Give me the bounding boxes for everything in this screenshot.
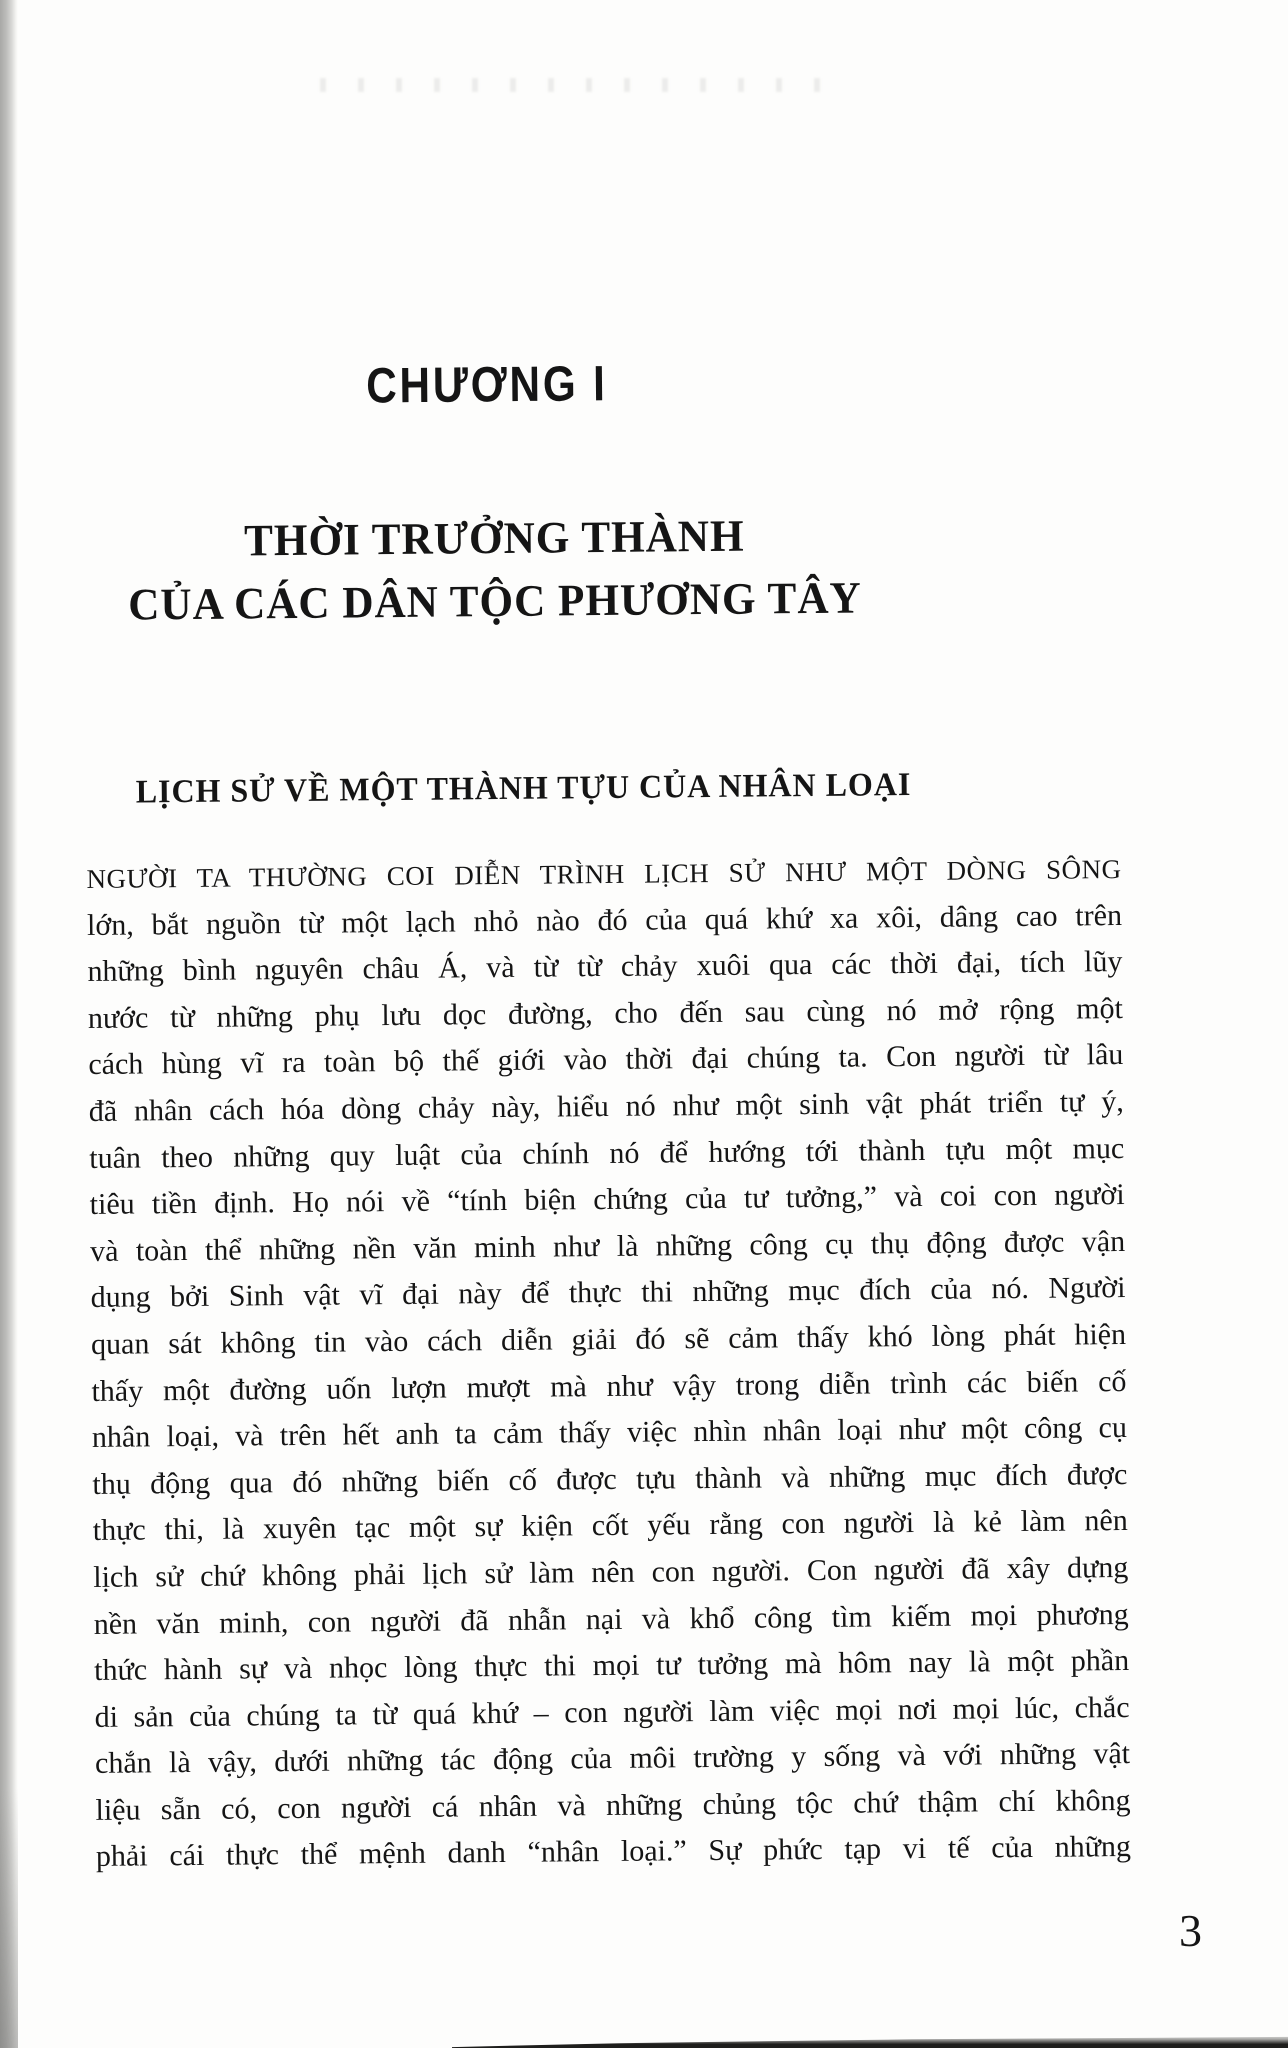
body-text-line: cách hùng vĩ ra toàn bộ thế giới vào thời đại chúng ta. Con người từ lâu (88, 1038, 1124, 1082)
body-text-line: lớn, bắt nguồn từ một lạch nhỏ nào đó của quá khứ xa xôi, dâng cao trên (86, 898, 1123, 942)
body-text-line: di sản của chúng ta từ quá khứ – con người làm việc mọi nơi mọi lúc, chắc (94, 1690, 1130, 1734)
body-text-line: thấy một đường uốn lượn mượt mà như vậy trong diễn trình các biến cố (91, 1364, 1127, 1408)
body-text-line: NGƯỜI TA THƯỜNG COI DIỄN TRÌNH LỊCH SỬ NHƯ MỘT DÒNG SÔNG (86, 854, 1122, 894)
body-text-line: thức hành sự và nhọc lòng thực thi mọi tư tưởng mà hôm nay là một phần (94, 1644, 1130, 1688)
chapter-title-line1: THỜI TRƯỞNG THÀNH (243, 510, 745, 566)
page-gutter-shadow (0, 0, 18, 2048)
body-text-line: tuân theo những quy luật của chính nó để hướng tới thành tựu một mục (89, 1131, 1125, 1175)
body-text-line: lịch sử chứ không phải lịch sử làm nên con người. Con người đã xây dựng (93, 1550, 1129, 1594)
body-text-line: và toàn thể những nền văn minh như là những công cụ thụ động được vận (89, 1224, 1126, 1268)
page-number: 3 (1179, 1905, 1202, 1956)
body-text-line: nhân loại, và trên hết anh ta cảm thấy việc nhìn nhân loại như một công cụ (91, 1411, 1128, 1455)
body-text-line: nền văn minh, con người đã nhẫn nại và khổ công tìm kiếm mọi phương (93, 1597, 1129, 1641)
body-text-line: liệu sẵn có, con người cá nhân và những chủng tộc chứ thậm chí không (95, 1783, 1131, 1827)
body-text-line: chắn là vậy, dưới những tác động của môi trường y sống và với những vật (94, 1737, 1131, 1781)
body-paragraph (86, 846, 1131, 1881)
body-text-line: quan sát không tin vào cách diễn giải đó sẽ cảm thấy khó lòng phát hiện (90, 1317, 1127, 1361)
body-text-line: nước từ những phụ lưu dọc đường, cho đến sau cùng nó mở rộng một (87, 991, 1124, 1035)
body-text-line: đã nhân cách hóa dòng chảy này, hiểu nó như một sinh vật phát triển tự ý, (88, 1084, 1124, 1128)
body-text-line: thụ động qua đó những biến cố được tựu thành và những mục đích được (92, 1457, 1128, 1501)
body-text-line: dụng bởi Sinh vật vĩ đại này để thực thi những mục đích của nó. Người (90, 1271, 1126, 1315)
chapter-heading: CHƯƠNG I (365, 354, 608, 414)
chapter-title-line2: CỦA CÁC DÂN TỘC PHƯƠNG TÂY (128, 572, 862, 630)
body-text-line: những bình nguyên châu Á, và từ từ chảy xuôi qua các thời đại, tích lũy (87, 945, 1123, 989)
section-heading: LỊCH SỬ VỀ MỘT THÀNH TỰU CỦA NHÂN LOẠI (135, 767, 912, 811)
page-content (78, 0, 1133, 2048)
body-text-line: thực thi, là xuyên tạc một sự kiện cốt yếu rằng con người là kẻ làm nên (92, 1504, 1128, 1548)
body-text-line: phải cái thực thể mệnh danh “nhân loại.” Sự phức tạp vi tế của những (95, 1830, 1132, 1874)
body-text-line: tiêu tiền định. Họ nói về “tính biện chứng của tư tưởng,” và coi con người (89, 1178, 1125, 1222)
chapter-title (99, 503, 889, 637)
